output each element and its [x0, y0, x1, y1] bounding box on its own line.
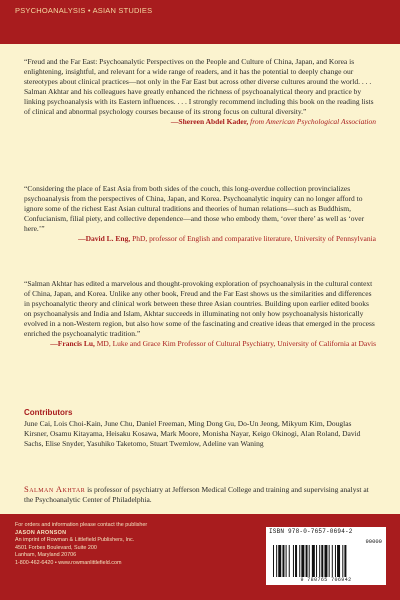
publisher-info	[15, 522, 215, 568]
author-bio	[24, 484, 376, 505]
quote-text: “Considering the place of East Asia from both sides of the couch, this long-overdue collection provincializes psychoanalysis from the perspectives of China, Japan, and Korea. Psychoanalytic inquiry can no longer afford to ignore some of the richest East Asian cultural traditions and theories of human relations—such as Buddhism, Confucianism, filial piety, and collective dependence—and those who embody them, ‘over there’ as well as ‘over here.’”	[24, 184, 365, 233]
barcode-number: 9 780765 706942	[300, 577, 352, 583]
review-quote-3	[24, 279, 376, 349]
orders-intro: For orders and information please contact the publisher	[15, 522, 148, 528]
contributors-heading: Contributors	[24, 408, 73, 417]
quote-attribution	[24, 339, 376, 349]
quote-attribution	[24, 234, 376, 244]
author-bio-text: is professor of psychiatry at Jefferson Medical College and training and supervising analyst at the Psychoanalytic Center of Philadelphia.	[24, 485, 369, 504]
contributors-list: June Cai, Lois Choi-Kain, June Chu, Daniel Freeman, Ming Dong Gu, Do-Un Jeong, Mikyum Kim, Douglas Kirsner, Osamu Kitayama, Heisaku Kosawa, Mark Moore, Monisha Nayar, Keigo Okinogi, Alan Roland, David Sachs, Elise Snyder, Yasuhiko Taketomo, Stuart Twemlow, Adeline van Waning	[24, 419, 361, 448]
quote-text: “Freud and the Far East: Psychoanalytic Perspectives on the People and Culture of China, Japan, and Korea is enlightening, insightful, and relevant for a wide range of readers, and it has the potential to deeply change our stereotypes about clinical practices—not only in the Far East but across other diverse cultures around the world. . . . Salman Akhtar and his colleagues have greatly enhanced the richness of psychoanalytical theory and practice by linking psychoanalysis with its Eastern influences. . . . I strongly recommend including this book on the reading lists of clinical and abnormal psychology courses because of its strong focus on cultural diversity.”	[24, 57, 374, 116]
reviewer-affiliation: PhD, professor of English and comparative literature, University of Pennsylvania	[132, 234, 376, 243]
barcode-box	[266, 527, 386, 585]
price-code: 90000	[365, 538, 382, 545]
quote-attribution	[24, 117, 376, 127]
top-band	[0, 0, 400, 44]
publisher-contact: 1-800-462-6420 • www.rowmanlittlefield.com	[15, 559, 122, 566]
publisher-band	[0, 514, 400, 600]
author-name: Salman Akhtar	[24, 484, 86, 494]
quote-text: “Salman Akhtar has edited a marvelous and thought-provoking exploration of psychoanalysis in the cultural context of China, Japan, and Korea. Unlike any other book, Freud and the Far East shows us the similarities and differences in psychoanalytic theory and clinical work between these three Asian countries. Building upon earlier edited books on psychoanalysis and India and Islam, Akhtar succeeds in illuminating not only how psychoanalysis historically evolved in a non-Western region, but also how some of the fascinating and creative ideas that emerged in the process enriched the psychoanalytic tradition.”	[24, 279, 375, 338]
reviewer-name: —David L. Eng,	[78, 234, 131, 243]
isbn-label: ISBN 978-0-7657-0694-2	[269, 528, 353, 535]
publisher-imprint: An imprint of Rowman & Littlefield Publishers, Inc.	[15, 537, 135, 544]
publisher-name: JASON ARONSON	[15, 529, 67, 536]
reviewer-name: —Shereen Abdel Kader,	[170, 117, 249, 126]
publisher-address-line-2: Lanham, Maryland 20706	[15, 552, 77, 559]
barcode-graphic	[272, 545, 380, 577]
reviewer-name: —Francis Lu,	[50, 339, 95, 348]
category-label: PSYCHOANALYSIS • ASIAN STUDIES	[15, 6, 153, 15]
reviewer-affiliation: from American Psychological Association	[250, 117, 376, 126]
review-quote-2	[24, 184, 376, 244]
publisher-address-line-1: 4501 Forbes Boulevard, Suite 200	[15, 544, 97, 551]
reviewer-affiliation: MD, Luke and Grace Kim Professor of Cultural Psychiatry, University of California at Davis	[96, 339, 376, 348]
review-quote-1	[24, 57, 376, 127]
